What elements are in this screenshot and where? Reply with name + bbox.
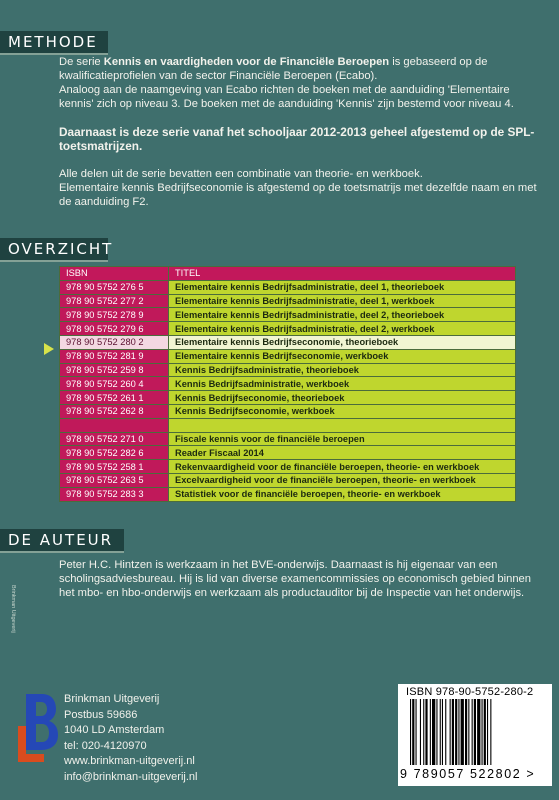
isbn-cell: 978 90 5752 282 6 (60, 446, 169, 460)
title-cell: Kennis Bedrijfsadministratie, theorieboek (169, 363, 516, 377)
table-row (60, 308, 516, 322)
brinkman-logo-icon (16, 686, 60, 776)
table-row (60, 294, 516, 308)
table-row (60, 335, 516, 349)
table-row (60, 487, 516, 501)
publisher-postbus: Postbus 59686 (64, 708, 138, 721)
isbn-cell: 978 90 5752 258 1 (60, 460, 169, 474)
isbn-cell: 978 90 5752 260 4 (60, 377, 169, 391)
table-row (60, 446, 516, 460)
barcode-bars (400, 699, 550, 769)
isbn-cell: 978 90 5752 276 5 (60, 280, 169, 294)
table-row (60, 460, 516, 474)
methode-text (59, 55, 539, 209)
title-cell: Rekenvaardigheid voor de financiële beroepen, theorie- en werkboek (169, 460, 516, 474)
table-row (60, 473, 516, 487)
isbn-cell (60, 418, 169, 432)
column-header-titel: TITEL (169, 267, 516, 281)
table-row (60, 322, 516, 336)
isbn-cell: 978 90 5752 277 2 (60, 294, 169, 308)
title-cell: Kennis Bedrijfseconomie, theorieboek (169, 391, 516, 405)
auteur-text: Peter H.C. Hintzen is werkzaam in het BVE-onderwijs. Daarnaast is hij eigenaar van een scholingsadviesbureau. Hij is lid van diverse examencommissies op economisch gebied binnen het mbo- en hbo-onderwijs en werkzaam als productauditor bij de Inspectie van het onderwijs. (59, 559, 531, 599)
title-cell: Reader Fiscaal 2014 (169, 446, 516, 460)
title-cell: Elementaire kennis Bedrijfseconomie, werkboek (169, 349, 516, 363)
publisher-name: Brinkman Uitgeverij (64, 693, 160, 705)
title-cell (169, 418, 516, 432)
spine-text: Brinkman Uitgeverij (10, 585, 16, 633)
title-cell: Statistiek voor de financiële beroepen, theorie- en werkboek (169, 487, 516, 501)
methode-paragraph-4: Alle delen uit de serie bevatten een combinatie van theorie- en werkboek. (59, 168, 423, 180)
isbn-cell: 978 90 5752 262 8 (60, 404, 169, 418)
publisher-website: www.brinkman-uitgeverij.nl (64, 755, 195, 768)
title-cell: Excelvaardigheid voor de financiële beroepen, theorie- en werkboek (169, 473, 516, 487)
table-header-row (60, 267, 516, 281)
isbn-cell: 978 90 5752 283 3 (60, 487, 169, 501)
methode-paragraph-1: De serie Kennis en vaardigheden voor de Financiële Beroepen is gebaseerd op de kwalificatieprofielen van de sector Financiële Beroepen (Ecabo). (59, 56, 488, 82)
methode-heading: METHODE (0, 31, 108, 53)
isbn-cell: 978 90 5752 278 9 (60, 308, 169, 322)
selected-row-pointer-icon (44, 343, 54, 355)
auteur-heading: DE AUTEUR (0, 529, 124, 551)
methode-paragraph-5: Elementaire kennis Bedrijfseconomie is afgestemd op de toetsmatrijs met dezelfde naam en met de aanduiding F2. (59, 182, 537, 208)
isbn-cell: 978 90 5752 281 9 (60, 349, 169, 363)
isbn-cell: 978 90 5752 261 1 (60, 391, 169, 405)
overzicht-heading: OVERZICHT (0, 238, 108, 260)
book-table (59, 266, 516, 502)
table-row (60, 377, 516, 391)
isbn-cell: 978 90 5752 279 6 (60, 322, 169, 336)
publisher-email: info@brinkman-uitgeverij.nl (64, 770, 198, 783)
title-cell: Elementaire kennis Bedrijfseconomie, theorieboek (169, 335, 516, 349)
table-row (60, 418, 516, 432)
publisher-phone: tel: 020-4120970 (64, 739, 147, 752)
title-cell: Elementaire kennis Bedrijfsadministratie, deel 1, werkboek (169, 294, 516, 308)
table-row (60, 363, 516, 377)
isbn-cell: 978 90 5752 280 2 (60, 335, 169, 349)
publisher-city: 1040 LD Amsterdam (64, 724, 165, 737)
isbn-cell: 978 90 5752 259 8 (60, 363, 169, 377)
table-row (60, 349, 516, 363)
title-cell: Kennis Bedrijfseconomie, werkboek (169, 404, 516, 418)
title-cell: Elementaire kennis Bedrijfsadministratie, deel 2, theorieboek (169, 308, 516, 322)
methode-paragraph-2: Analoog aan de naamgeving van Ecabo richten de boeken met de aanduiding 'Elementaire kennis' zich op niveau 3. De boeken met de aanduiding 'Kennis' zijn bestemd voor niveau 4. (59, 84, 514, 110)
isbn-cell: 978 90 5752 271 0 (60, 432, 169, 446)
table-row (60, 432, 516, 446)
isbn-cell: 978 90 5752 263 5 (60, 473, 169, 487)
title-cell: Kennis Bedrijfsadministratie, werkboek (169, 377, 516, 391)
title-cell: Elementaire kennis Bedrijfsadministratie, deel 2, werkboek (169, 322, 516, 336)
isbn-barcode (398, 684, 552, 786)
publisher-contact (64, 692, 197, 786)
barcode-isbn-label: ISBN 978-90-5752-280-2 (406, 686, 534, 698)
table-row (60, 280, 516, 294)
table-row (60, 404, 516, 418)
barcode-digits: 9 789057 522802 > (400, 767, 536, 781)
table-row (60, 391, 516, 405)
column-header-isbn: ISBN (60, 267, 169, 281)
title-cell: Elementaire kennis Bedrijfsadministratie, deel 1, theorieboek (169, 280, 516, 294)
title-cell: Fiscale kennis voor de financiële beroepen (169, 432, 516, 446)
methode-paragraph-3: Daarnaast is deze serie vanaf het schooljaar 2012-2013 geheel afgestemd op de SPL-toetsmatrijzen. (59, 125, 535, 153)
